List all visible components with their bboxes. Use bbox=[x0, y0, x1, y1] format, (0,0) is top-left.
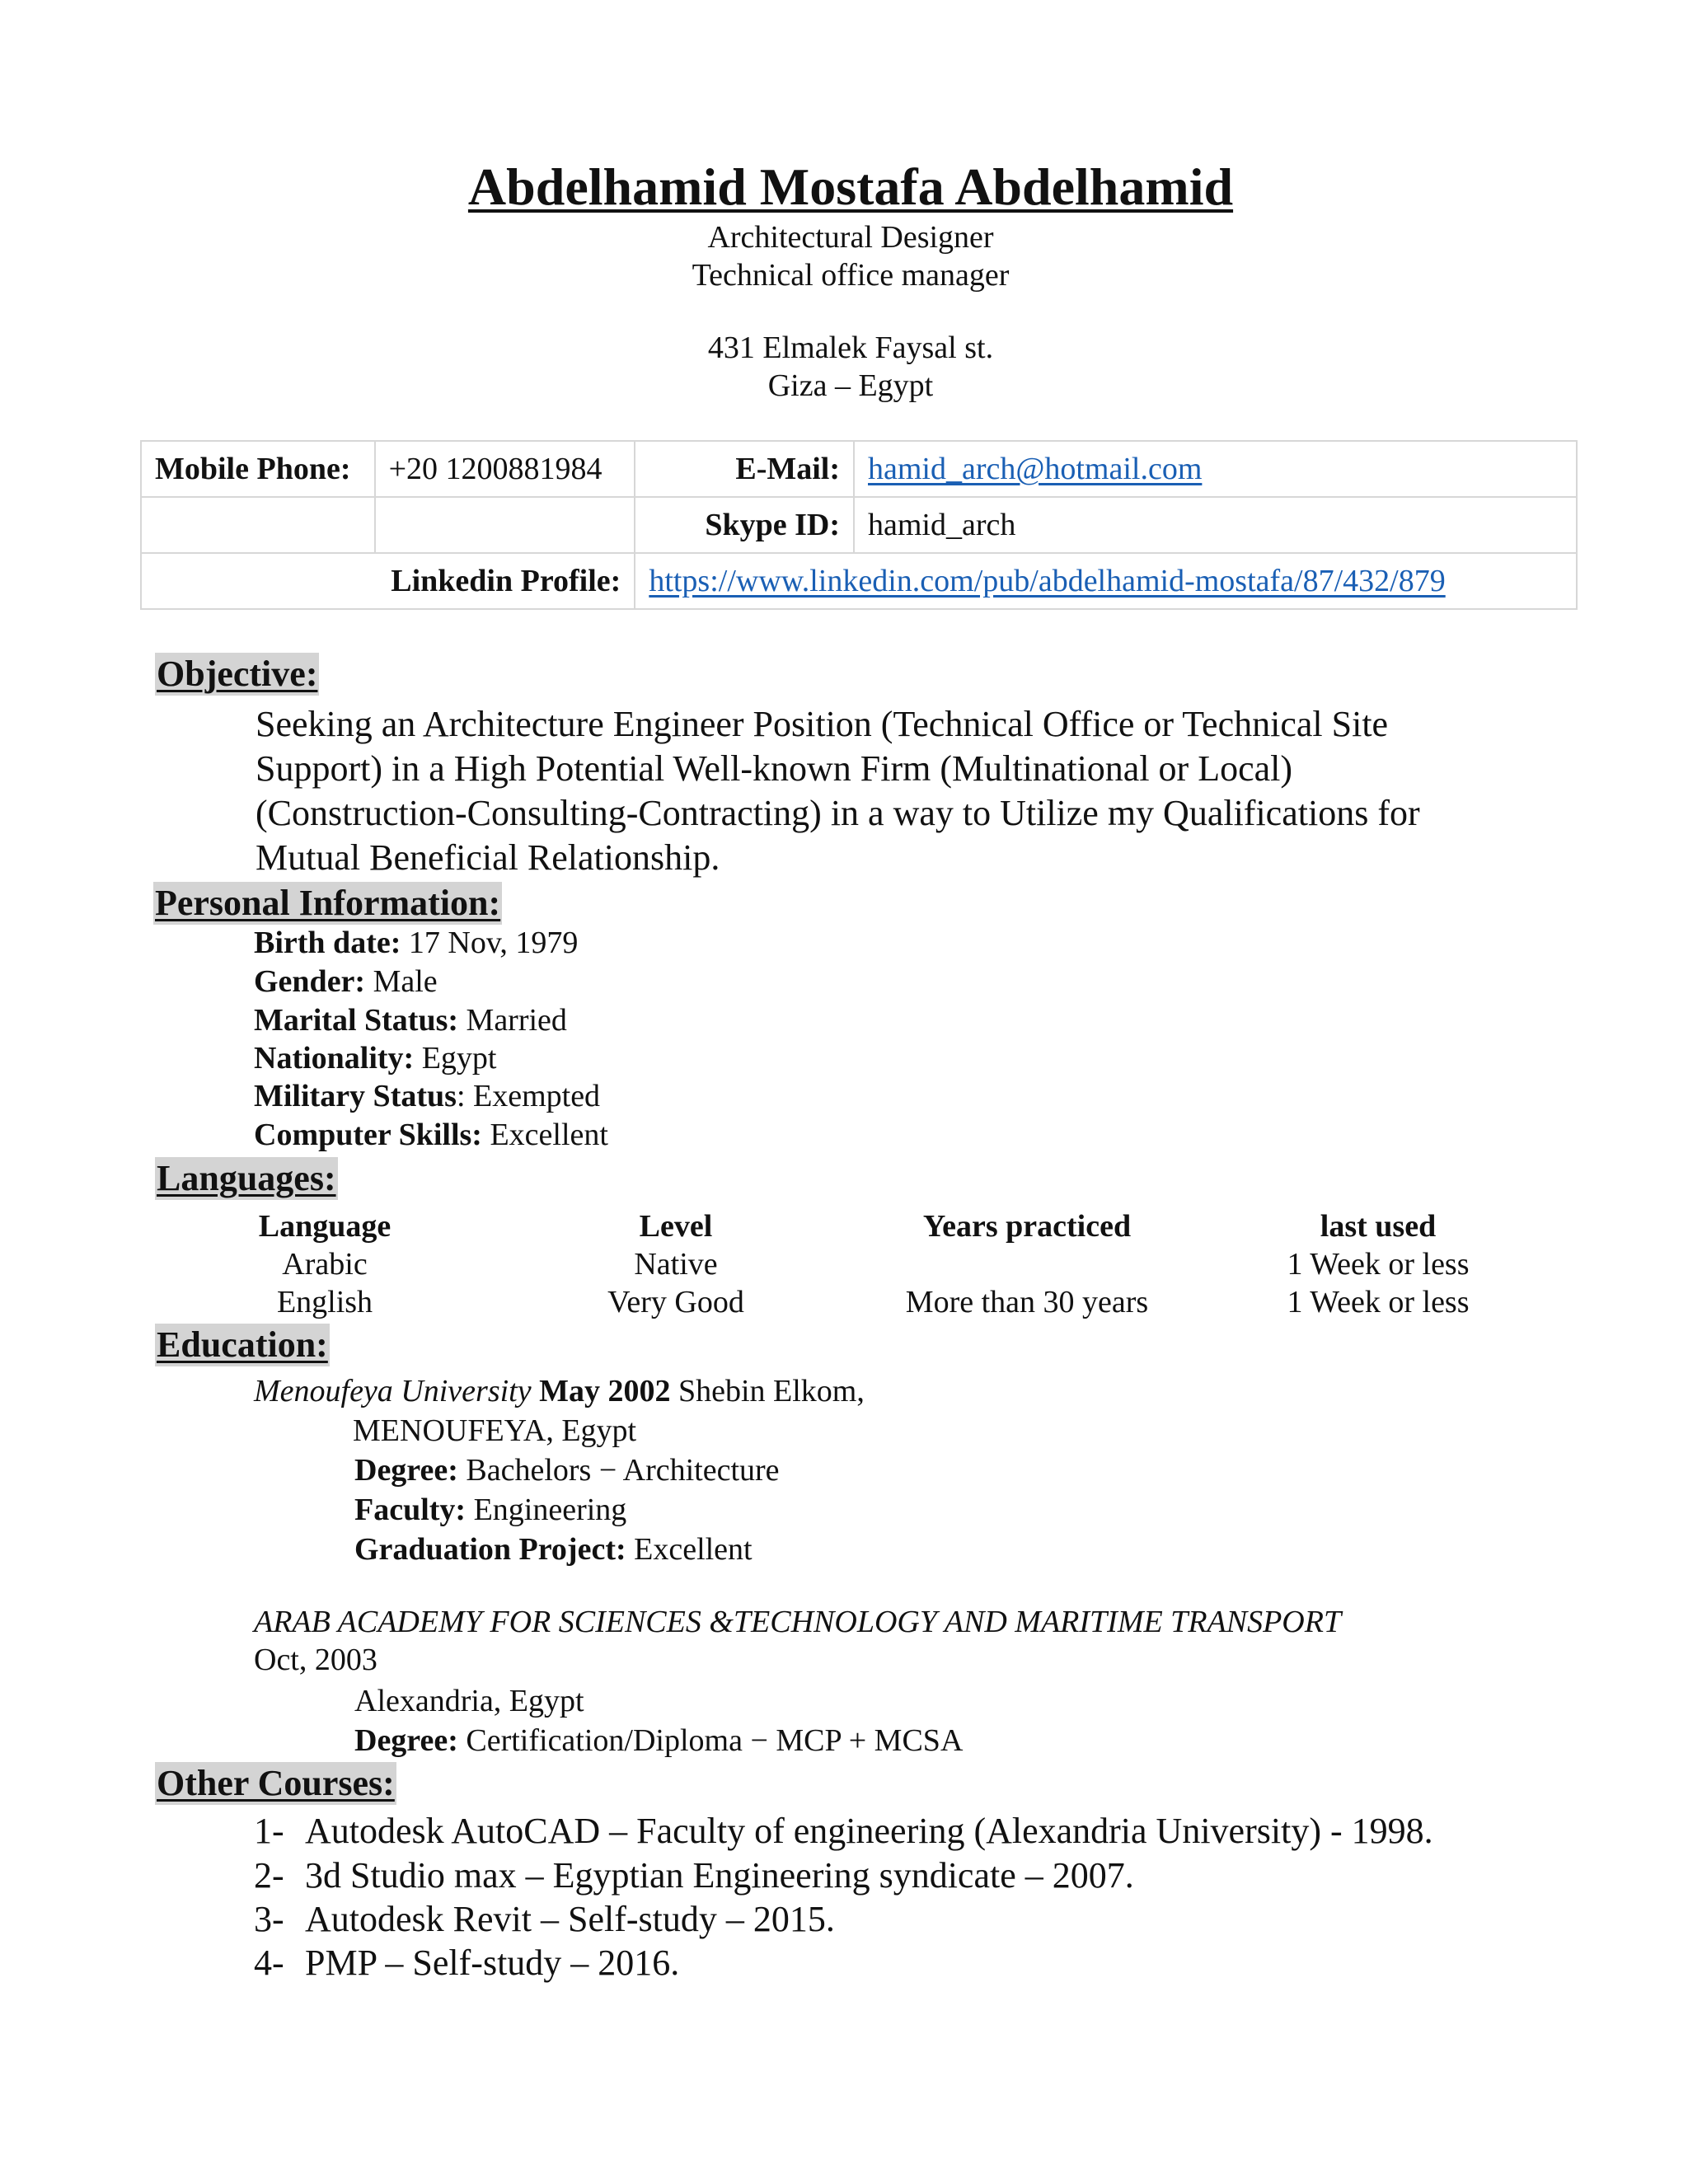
course-text: 3d Studio max – Egyptian Engineering syndicate – 2007. bbox=[305, 1855, 1134, 1896]
mobile-value: +20 1200881984 bbox=[375, 441, 635, 497]
lang-cell: Very Good bbox=[607, 1285, 744, 1319]
other-courses-heading: Other Courses: bbox=[157, 1763, 395, 1803]
military-status-label: Military Status bbox=[254, 1079, 457, 1113]
edu1-place-2: MENOUFEYA, Egypt bbox=[353, 1413, 637, 1448]
lang-col-language: Language bbox=[258, 1209, 392, 1244]
birth-date-row bbox=[254, 925, 578, 961]
email-label: E-Mail: bbox=[635, 441, 854, 497]
lang-cell: Native bbox=[634, 1247, 718, 1282]
mobile-label: Mobile Phone: bbox=[141, 441, 375, 497]
skype-value: hamid_arch bbox=[854, 497, 1577, 553]
military-status-row bbox=[254, 1078, 600, 1114]
objective-line: (Construction-Consulting-Contracting) in a way to Utilize my Qualifications for bbox=[256, 793, 1420, 833]
edu1-line bbox=[254, 1373, 865, 1409]
computer-skills-row bbox=[254, 1117, 608, 1153]
edu2-date: Oct, 2003 bbox=[254, 1643, 377, 1677]
computer-skills-value: Excellent bbox=[481, 1118, 608, 1152]
edu1-degree-value: Bachelors − Architecture bbox=[457, 1453, 780, 1488]
empty-cell bbox=[141, 497, 375, 553]
birth-date-label: Birth date: bbox=[254, 926, 401, 960]
edu2-school bbox=[254, 1604, 1341, 1640]
course-item bbox=[254, 1898, 835, 1940]
marital-status-row bbox=[254, 1002, 567, 1038]
nationality-row bbox=[254, 1040, 497, 1076]
job-title-2: Technical office manager bbox=[692, 258, 1010, 293]
edu2-degree-label: Degree: bbox=[354, 1723, 458, 1758]
objective-heading: Objective: bbox=[157, 654, 318, 694]
edu2-school-name: ARAB ACADEMY FOR SCIENCES &TECHNOLOGY AND MARITIME TRANSPORT bbox=[254, 1605, 1342, 1639]
course-text: Autodesk AutoCAD – Faculty of engineering (Alexandria University) - 1998. bbox=[305, 1811, 1433, 1851]
lang-cell: 1 Week or less bbox=[1287, 1285, 1470, 1319]
course-item bbox=[254, 1942, 679, 1984]
objective-text bbox=[256, 702, 1541, 880]
computer-skills-label: Computer Skills: bbox=[254, 1118, 482, 1152]
contact-row bbox=[141, 497, 1577, 553]
edu1-faculty-row bbox=[354, 1492, 626, 1528]
edu1-place: Shebin Elkom, bbox=[670, 1374, 865, 1408]
lang-cell: More than 30 years bbox=[905, 1285, 1149, 1319]
marital-status-value: Married bbox=[458, 1003, 567, 1038]
edu1-school: Menoufeya University bbox=[254, 1374, 532, 1408]
lang-col-last-used: last used bbox=[1320, 1209, 1437, 1244]
contact-row bbox=[141, 553, 1577, 609]
edu1-faculty-value: Engineering bbox=[466, 1493, 627, 1527]
edu1-faculty-label: Faculty: bbox=[354, 1493, 467, 1527]
edu1-date: May 2002 bbox=[531, 1374, 671, 1408]
edu2-degree-row bbox=[354, 1722, 963, 1759]
edu1-degree-label: Degree: bbox=[354, 1453, 458, 1488]
lang-cell: English bbox=[276, 1285, 373, 1319]
edu1-project-label: Graduation Project: bbox=[354, 1532, 626, 1567]
edu2-place: Alexandria, Egypt bbox=[354, 1684, 584, 1718]
edu1-project-row bbox=[354, 1531, 753, 1568]
objective-line: Support) in a High Potential Well-known Firm (Multinational or Local) bbox=[256, 748, 1293, 789]
objective-line: Mutual Beneficial Relationship. bbox=[256, 837, 720, 878]
lang-col-level: Level bbox=[639, 1209, 713, 1244]
gender-label: Gender: bbox=[254, 964, 366, 999]
job-title-1: Architectural Designer bbox=[707, 220, 994, 255]
birth-date-value: 17 Nov, 1979 bbox=[401, 926, 579, 960]
course-number: 1- bbox=[254, 1811, 284, 1851]
contact-row bbox=[141, 441, 1577, 497]
languages-heading: Languages: bbox=[157, 1158, 336, 1198]
contact-table bbox=[140, 440, 1578, 610]
lang-cell: 1 Week or less bbox=[1287, 1247, 1470, 1282]
course-item bbox=[254, 1810, 1433, 1852]
course-item bbox=[254, 1854, 1134, 1896]
nationality-value: Egypt bbox=[414, 1041, 497, 1076]
candidate-name: Abdelhamid Mostafa Abdelhamid bbox=[467, 157, 1234, 216]
gender-value: Male bbox=[365, 964, 438, 999]
email-link[interactable]: hamid_arch@hotmail.com bbox=[868, 452, 1203, 486]
address-line-2: Giza – Egypt bbox=[767, 368, 934, 403]
gender-row bbox=[254, 963, 438, 1000]
course-number: 4- bbox=[254, 1943, 284, 1983]
edu2-degree-value: Certification/Diploma − MCP + MCSA bbox=[457, 1723, 964, 1758]
military-status-value: : Exempted bbox=[456, 1079, 601, 1113]
linkedin-label: Linkedin Profile: bbox=[141, 553, 635, 609]
edu1-project-value: Excellent bbox=[626, 1532, 753, 1567]
empty-cell bbox=[375, 497, 635, 553]
personal-info-heading: Personal Information: bbox=[155, 883, 501, 923]
marital-status-label: Marital Status: bbox=[254, 1003, 459, 1038]
linkedin-link[interactable]: https://www.linkedin.com/pub/abdelhamid-mostafa/87/432/879 bbox=[649, 564, 1446, 598]
nationality-label: Nationality: bbox=[254, 1041, 415, 1076]
lang-cell: Arabic bbox=[282, 1247, 368, 1282]
course-number: 3- bbox=[254, 1899, 284, 1939]
education-heading: Education: bbox=[157, 1324, 328, 1365]
edu1-degree-row bbox=[354, 1452, 780, 1488]
course-text: Autodesk Revit – Self-study – 2015. bbox=[305, 1899, 835, 1939]
address-line-1: 431 Elmalek Faysal st. bbox=[707, 330, 994, 365]
course-number: 2- bbox=[254, 1855, 284, 1896]
skype-label: Skype ID: bbox=[635, 497, 854, 553]
objective-line: Seeking an Architecture Engineer Position (Technical Office or Technical Site bbox=[256, 704, 1389, 744]
course-text: PMP – Self-study – 2016. bbox=[305, 1943, 680, 1983]
lang-col-years: Years practiced bbox=[922, 1209, 1132, 1244]
